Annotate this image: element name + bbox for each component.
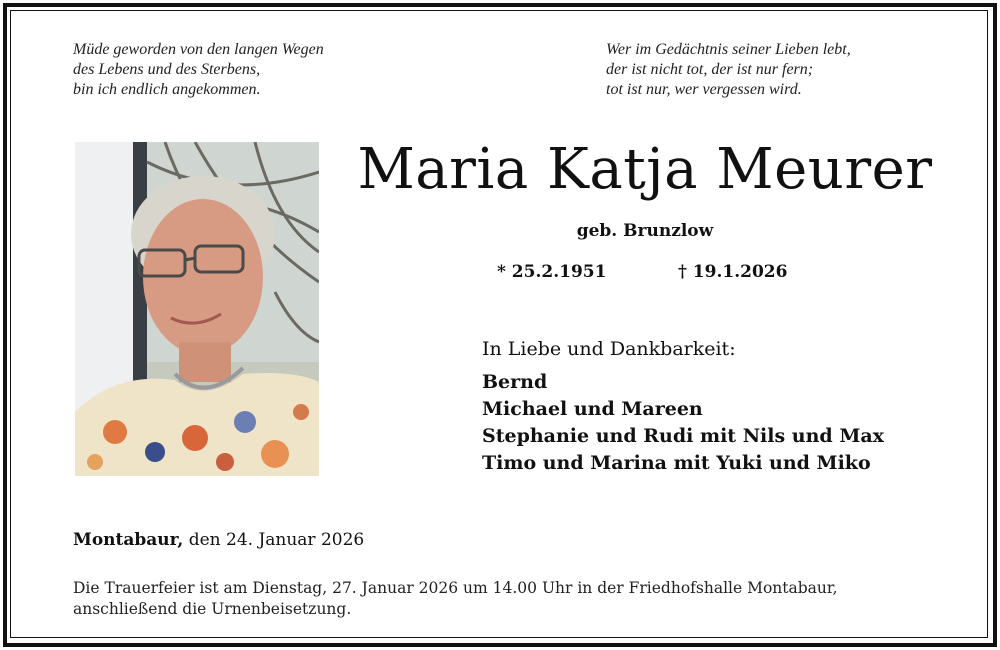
poem-left-line: Müde geworden von den langen Wegen bbox=[73, 41, 324, 58]
poem-right-line: der ist nicht tot, der ist nur fern; bbox=[606, 61, 814, 78]
mourner-entry: Timo und Marina mit Yuki und Miko bbox=[482, 452, 871, 474]
place-and-date bbox=[73, 530, 364, 550]
funeral-line: Die Trauerfeier ist am Dienstag, 27. Januar 2026 um 14.00 Uhr in der Friedhofshalle Montabaur, bbox=[73, 579, 838, 597]
funeral-line: anschließend die Urnenbeisetzung. bbox=[73, 600, 352, 618]
poem-left-line: bin ich endlich angekommen. bbox=[73, 81, 261, 98]
funeral-notice bbox=[73, 578, 953, 620]
deceased-name: Maria Katja Meurer bbox=[357, 137, 933, 202]
place: Montabaur, bbox=[73, 530, 184, 550]
birth-date: * 25.2.1951 bbox=[497, 262, 607, 282]
mourners-list bbox=[482, 369, 884, 477]
poem-right bbox=[606, 40, 851, 100]
date-line: den 24. Januar 2026 bbox=[188, 530, 365, 550]
poem-right-line: tot ist nur, wer vergessen wird. bbox=[606, 81, 802, 98]
mourner-entry: Bernd bbox=[482, 371, 548, 393]
dedication: In Liebe und Dankbarkeit: bbox=[482, 338, 736, 360]
poem-left bbox=[73, 40, 324, 100]
mourner-entry: Michael und Mareen bbox=[482, 398, 703, 420]
portrait-photo bbox=[75, 142, 319, 476]
mourner-entry: Stephanie und Rudi mit Nils und Max bbox=[482, 425, 885, 447]
poem-right-line: Wer im Gedächtnis seiner Lieben lebt, bbox=[606, 41, 851, 58]
birth-name: geb. Brunzlow bbox=[576, 221, 714, 241]
poem-left-line: des Lebens und des Sterbens, bbox=[73, 61, 261, 78]
death-date: † 19.1.2026 bbox=[678, 262, 788, 282]
